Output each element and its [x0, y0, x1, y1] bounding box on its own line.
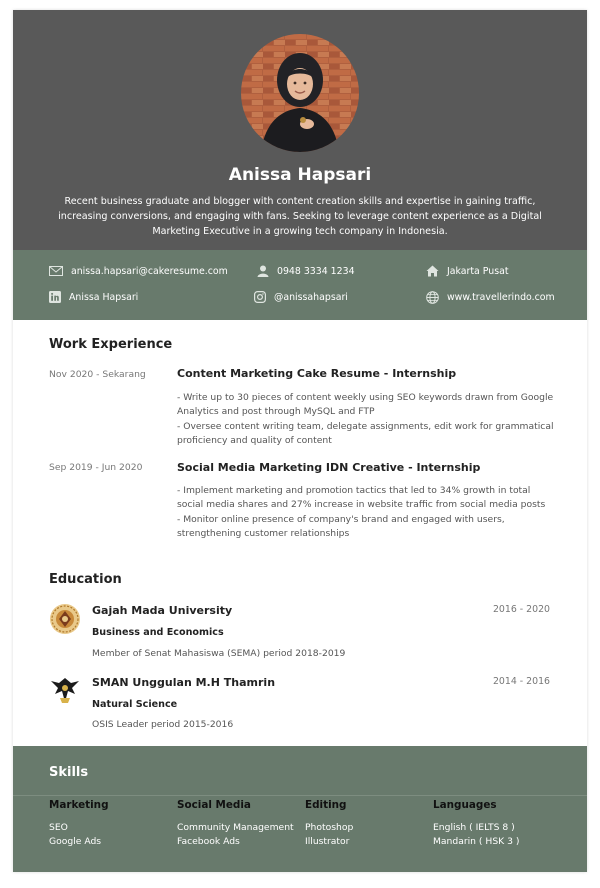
contact-location: [426, 264, 509, 278]
skill-category-title: Languages: [433, 799, 497, 811]
skill-category: [177, 797, 305, 849]
job-bullet: - Implement marketing and promotion tactics that led to 34% growth in total social media shares and 27% increase in website traffic from social media posts: [177, 485, 546, 511]
contact-phone-text: 0948 3334 1234: [277, 265, 355, 277]
work-experience-heading: Work Experience: [49, 337, 173, 352]
skill-category: [433, 797, 561, 849]
skill-item: English ( IELTS 8 ): [433, 822, 515, 833]
contact-linkedin-text: Anissa Hapsari: [69, 291, 139, 303]
job-bullet: - Oversee content writing team, delegate assignments, edit work for grammatical proficiency and quality of content: [177, 421, 554, 447]
education-years: 2016 - 2020: [492, 604, 550, 615]
skill-category-title: Social Media: [177, 799, 251, 811]
skills-section: [13, 746, 587, 872]
home-icon: [426, 265, 439, 277]
school-name: SMAN Unggulan M.H Thamrin: [92, 676, 276, 689]
school-emblem-icon: [49, 674, 81, 706]
contact-website[interactable]: [426, 290, 555, 304]
mail-icon: [49, 266, 63, 276]
skill-item: Mandarin ( HSK 3 ): [433, 836, 520, 847]
job-title: Content Marketing Cake Resume - Internship: [177, 367, 457, 380]
skill-item: SEO: [49, 822, 68, 833]
job-dates: Nov 2020 - Sekarang: [49, 369, 146, 380]
contact-instagram[interactable]: [254, 290, 348, 304]
resume-page: [13, 10, 587, 872]
profile-summary: Recent business graduate and blogger with content creation skills and expertise in gaining traffic, increasing conversions, and engaging with fans. Seeking to leverage content experience as a Digital Marketing Executive in a growing tech company in Indonesia.: [58, 196, 542, 237]
globe-icon: [426, 291, 439, 304]
job-bullet: - Write up to 30 pieces of content weekly using SEO keywords drawn from Google Analytics and post through MySQL and FTP: [177, 392, 554, 418]
skill-item: Illustrator: [305, 836, 350, 847]
education-note: OSIS Leader period 2015-2016: [92, 719, 234, 730]
skill-item: Facebook Ads: [177, 836, 240, 847]
skill-item: Photoshop: [305, 822, 354, 833]
skill-category-title: Editing: [305, 799, 347, 811]
degree: Natural Science: [92, 699, 178, 710]
user-icon: [257, 265, 269, 277]
contact-location-text: Jakarta Pusat: [447, 265, 509, 277]
avatar: [241, 34, 359, 152]
skill-category-title: Marketing: [49, 799, 109, 811]
education-note: Member of Senat Mahasiswa (SEMA) period 2018-2019: [92, 648, 346, 659]
contact-linkedin[interactable]: [49, 290, 138, 304]
job-title: Social Media Marketing IDN Creative - Internship: [177, 461, 481, 474]
skill-category: [49, 797, 177, 849]
education-years: 2014 - 2016: [492, 676, 550, 687]
skill-item: Community Management: [177, 822, 294, 833]
instagram-icon: [254, 291, 266, 303]
contact-phone[interactable]: [257, 264, 355, 278]
divider: [13, 795, 587, 796]
skill-item: Google Ads: [49, 836, 102, 847]
contact-instagram-text: @anissahapsari: [274, 291, 348, 303]
school-name: Gajah Mada University: [92, 604, 233, 617]
job-dates: Sep 2019 - Jun 2020: [49, 462, 143, 473]
contact-bar: [13, 250, 587, 320]
candidate-name: Anissa Hapsari: [228, 165, 372, 185]
skill-category: [305, 797, 433, 849]
resume-header: [13, 10, 587, 250]
degree: Business and Economics: [92, 627, 224, 638]
contact-website-text: www.travellerindo.com: [447, 291, 555, 303]
education-heading: Education: [49, 572, 122, 587]
university-seal-icon: [49, 603, 81, 635]
contact-email[interactable]: [49, 264, 228, 278]
job-bullet: - Monitor online presence of company's brand and engaged with users, strengthening customer relationships: [177, 514, 505, 540]
linkedin-icon: [49, 291, 61, 303]
skills-heading: Skills: [49, 765, 89, 780]
contact-email-text: anissa.hapsari@cakeresume.com: [71, 265, 228, 277]
